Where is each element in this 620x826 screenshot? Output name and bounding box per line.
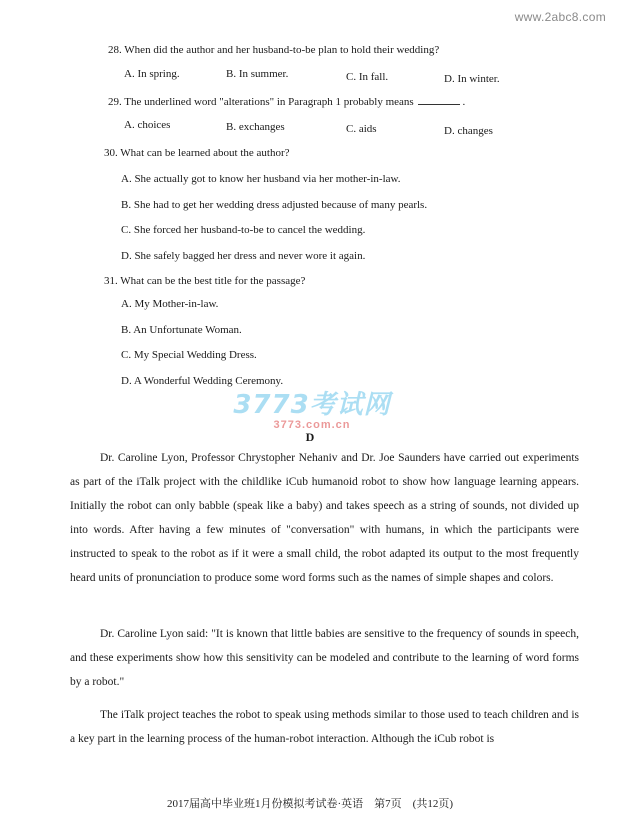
question-31-option-c: C. My Special Wedding Dress. — [121, 349, 257, 361]
question-31-option-d: D. A Wonderful Wedding Ceremony. — [121, 375, 284, 387]
section-heading: D — [305, 430, 315, 444]
question-29-option-b: B. exchanges — [226, 121, 285, 133]
watermark-logo-main: 3773考试网 — [233, 390, 391, 420]
question-31-option-b: B. An Unfortunate Woman. — [121, 324, 242, 336]
question-31-stem: 31. What can be the best title for the passage? — [104, 275, 306, 287]
page-footer: 2017届高中毕业班1月份模拟考试卷·英语 第7页 (共12页) — [167, 798, 453, 810]
question-29-stem — [108, 95, 465, 108]
question-28-stem: 28. When did the author and her husband-to-be plan to hold their wedding? — [108, 44, 440, 56]
watermark-url: www.2abc8.com — [514, 10, 606, 24]
question-30-stem: 30. What can be learned about the author? — [104, 147, 290, 159]
question-30-option-b: B. She had to get her wedding dress adjusted because of many pearls. — [121, 199, 428, 211]
question-29-option-c: C. aids — [346, 123, 377, 135]
question-30-option-c: C. She forced her husband-to-be to cancel the wedding. — [121, 224, 366, 236]
question-31-option-a: A. My Mother-in-law. — [121, 298, 219, 310]
question-29-stem-text: 29. The underlined word "alterations" in Paragraph 1 probably means — [108, 96, 414, 108]
watermark-logo-sub: 3773.com.cn — [273, 419, 351, 431]
question-29-stem-end: . — [462, 96, 466, 108]
passage-paragraph-3: The iTalk project teaches the robot to speak using methods similar to those used to teach children and is a key part in the learning process of the human-robot interaction. Although the iCub robot is — [70, 709, 579, 745]
question-28-option-d: D. In winter. — [444, 73, 500, 85]
question-28-option-c: C. In fall. — [346, 71, 389, 83]
question-28-option-a: A. In spring. — [124, 68, 180, 80]
passage-paragraph-1: Dr. Caroline Lyon, Professor Chrystopher Nehaniv and Dr. Joe Saunders have carried out experiments as part of the iTalk project with the childlike iCub humanoid robot to show how language learning appears. Initially the robot can only babble (speak like a baby) and takes speech as a string of sounds, not divided up into words. After having a few minutes of "conversation" with humans, in which the participants were instructed to speak to the robot as if it were a small child, the robot adapted its output to the most frequently heard units of pronunciation to produce some word forms such as the names of simple shapes and colors. — [70, 452, 579, 584]
passage-paragraph-2: Dr. Caroline Lyon said: "It is known that little babies are sensitive to the frequency of sounds in speech, and these experiments show how this sensitivity can be modeled and contribute to the learning of word forms by a robot." — [70, 628, 579, 688]
question-29-option-d: D. changes — [444, 125, 493, 137]
question-30-option-a: A. She actually got to know her husband via her mother-in-law. — [121, 173, 401, 185]
answer-blank — [418, 95, 460, 105]
question-30-option-d: D. She safely bagged her dress and never wore it again. — [121, 250, 366, 262]
question-28-option-b: B. In summer. — [226, 68, 289, 80]
question-29-option-a: A. choices — [124, 119, 171, 131]
